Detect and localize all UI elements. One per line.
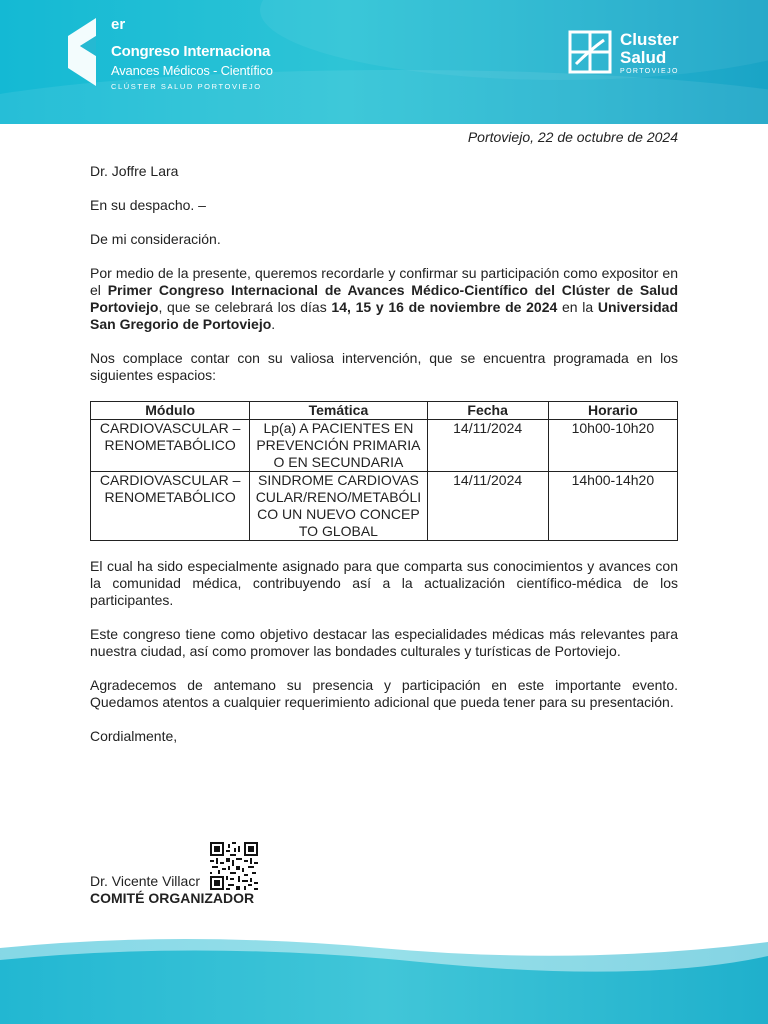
column-header: Temática (250, 402, 427, 420)
qr-code-icon (210, 842, 258, 890)
column-header: Módulo (91, 402, 250, 420)
date-cell: 14/11/2024 (427, 472, 548, 541)
signer-name: Dr. Vicente Villacr (90, 873, 200, 889)
topic-cell: Lp(a) A PACIENTES EN PREVENCIÓN PRIMARIA O EN SECUNDARIA (250, 420, 427, 472)
time-cell: 10h00-10h20 (548, 420, 677, 472)
footer-wave (0, 930, 768, 1024)
cluster-name-line2: Salud (620, 48, 667, 67)
table-header-row (91, 402, 678, 420)
letter-date: Portoviejo, 22 de octubre de 2024 (467, 129, 678, 145)
assignment-paragraph: El cual ha sido especialmente asignado para que comparta sus conocimientos y avances con la comunidad médica, contribuyendo así a la actualización científico-médica de los participantes. (90, 558, 678, 608)
congress-logo-icon (66, 16, 102, 88)
closing: Cordialmente, (90, 728, 178, 744)
letterhead-banner (0, 0, 768, 124)
congress-logo (66, 12, 286, 92)
table-row (91, 420, 678, 472)
letter-body (90, 129, 678, 762)
congress-edition: er (111, 16, 126, 33)
salutation: De mi consideración. (90, 231, 221, 247)
signer-role: COMITÉ ORGANIZADOR (90, 890, 255, 906)
column-header: Horario (548, 402, 677, 420)
congress-title: Congreso Internaciona (111, 43, 271, 60)
objective-paragraph: Este congreso tiene como objetivo destacar las especialidades médicas más relevantes para nuestra ciudad, así como promover las bondades culturales y turísticas de Portoviejo. (90, 626, 678, 659)
topic-cell: SINDROME CARDIOVASCULAR/RENO/METABÓLICO UN NUEVO CONCEPTO GLOBAL (250, 472, 427, 541)
module-cell: CARDIOVASCULAR – RENOMETABÓLICO (91, 420, 250, 472)
table-row (91, 472, 678, 541)
date-cell: 14/11/2024 (427, 420, 548, 472)
congress-organizer: CLÚSTER SALUD PORTOVIEJO (111, 82, 262, 91)
congress-subtitle: Avances Médicos - Científico (111, 63, 273, 78)
recipient-name: Dr. Joffre Lara (90, 163, 179, 179)
time-cell: 14h00-14h20 (548, 472, 677, 541)
column-header: Fecha (427, 402, 548, 420)
module-cell: CARDIOVASCULAR – RENOMETABÓLICO (91, 472, 250, 541)
cluster-salud-logo (568, 30, 708, 80)
cluster-city: PORTOVIEJO (620, 68, 679, 75)
thanks-paragraph: Agradecemos de antemano su presencia y participación en este importante evento. Quedamos atentos a cualquier requerimiento adicional que pueda tener para su presentación. (90, 677, 678, 710)
cluster-salud-logo-icon (568, 30, 612, 74)
recipient-office: En su despacho. – (90, 197, 206, 213)
cluster-name-line1: Cluster (620, 30, 679, 49)
schedule-table (90, 401, 678, 541)
intro-paragraph: Por medio de la presente, queremos recordarle y confirmar su participación como expositor en el Primer Congreso Internacional de Avances Médico-Científico del Clúster de Salud Portoviejo, que se celebrará los días 14, 15 y 16 de noviembre de 2024 en la Universidad San Gregorio de Portoviejo. (90, 265, 679, 332)
schedule-intro-paragraph: Nos complace contar con su valiosa intervención, que se encuentra programada en los siguientes espacios: (90, 350, 678, 383)
